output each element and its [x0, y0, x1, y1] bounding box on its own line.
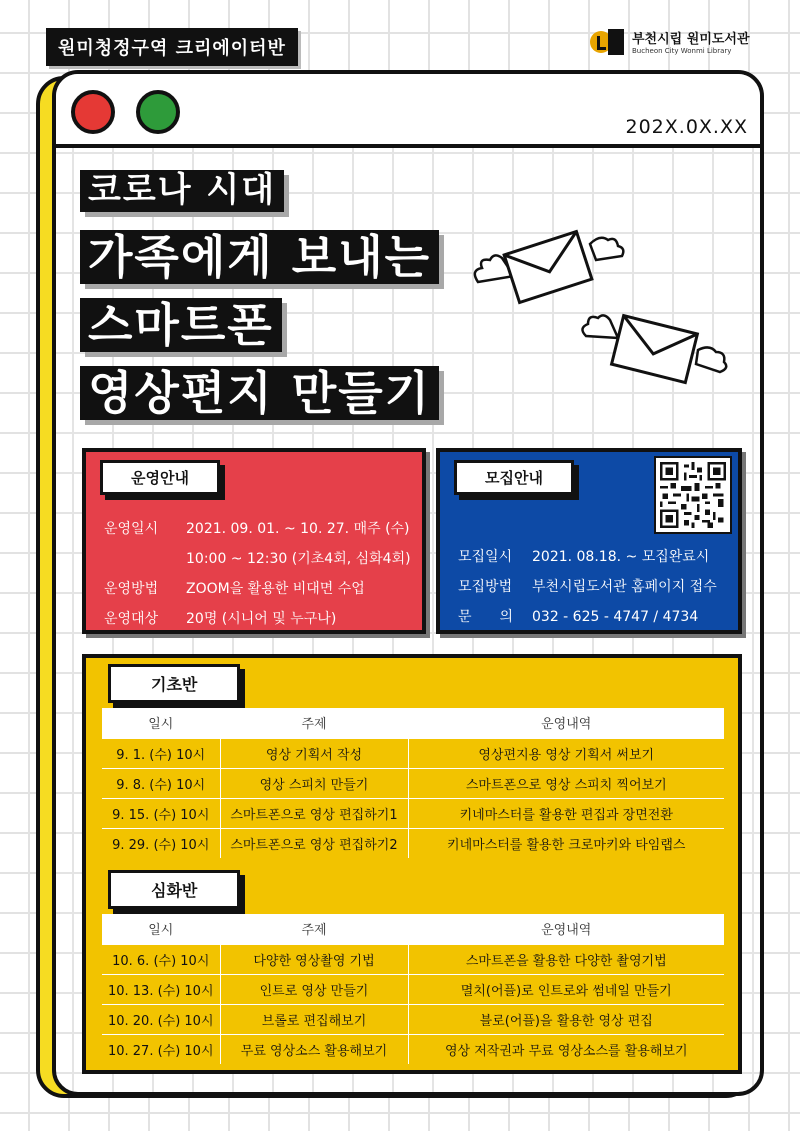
winged-envelope-icon	[574, 306, 734, 396]
info-row: 10:00 ~ 12:30 (기초4회, 심화4회)	[186, 551, 411, 567]
close-dot-icon	[71, 90, 115, 134]
browser-window	[52, 70, 764, 1096]
title-line-1: 코로나 시대	[80, 170, 284, 212]
recruit-panel	[436, 448, 742, 634]
info-row: 운영대상 20명 (시니어 및 누구나)	[104, 611, 337, 627]
advanced-class-tag: 심화반	[108, 870, 240, 909]
program-tag: 원미청정구역 크리에이터반	[46, 28, 298, 66]
operation-tag: 운영안내	[100, 460, 220, 495]
table-header: 일시 주제 운영내역	[102, 914, 724, 944]
table-row: 10. 20. (수) 10시 브롤로 편집해보기 블로(어플)을 활용한 영상 편집	[102, 1004, 724, 1034]
info-row: 운영방법 ZOOM을 활용한 비대면 수업	[104, 581, 365, 597]
table-row: 9. 15. (수) 10시 스마트폰으로 영상 편집하기1 키네마스터를 활용한 편집과 장면전환	[102, 798, 724, 828]
table-row: 9. 8. (수) 10시 영상 스피치 만들기 스마트폰으로 영상 스피치 찍어보기	[102, 768, 724, 798]
qr-code-icon[interactable]	[654, 456, 732, 534]
table-row: 9. 1. (수) 10시 영상 기획서 작성 영상편지용 영상 기획서 써보기	[102, 738, 724, 768]
info-row: 모집일시 2021. 08.18. ~ 모집완료시	[458, 549, 710, 565]
advanced-schedule-table	[102, 914, 724, 1064]
table-row: 9. 29. (수) 10시 스마트폰으로 영상 편집하기2 키네마스터를 활용한 크로마키와 타임랩스	[102, 828, 724, 858]
table-row: 10. 13. (수) 10시 인트로 영상 만들기 멸치(어플)로 인트로와 썸네일 만들기	[102, 974, 724, 1004]
title-line-3: 스마트폰	[80, 298, 282, 352]
title-line-2: 가족에게 보내는	[80, 230, 439, 284]
winged-envelope-icon	[468, 222, 628, 312]
info-row: 운영일시 2021. 09. 01. ~ 10. 27. 매주 (수)	[104, 521, 410, 537]
title-line-4: 영상편지 만들기	[80, 366, 439, 420]
basic-schedule-table	[102, 708, 724, 858]
library-logo-icon	[590, 29, 624, 55]
info-row: 모집방법 부천시립도서관 홈페이지 접수	[458, 579, 717, 595]
info-row: 문 의 032 - 625 - 4747 / 4734	[458, 609, 699, 625]
date-label: 202X.0X.XX	[625, 116, 748, 138]
maximize-dot-icon	[136, 90, 180, 134]
recruit-tag: 모집안내	[454, 460, 574, 495]
library-name-en: Bucheon City Wonmi Library	[632, 47, 732, 55]
window-titlebar	[56, 74, 760, 148]
schedule-panel	[82, 654, 742, 1074]
operation-panel	[82, 448, 426, 634]
table-header: 일시 주제 운영내역	[102, 708, 724, 738]
table-row: 10. 6. (수) 10시 다양한 영상촬영 기법 스마트폰을 활용한 다양한 촬영기법	[102, 944, 724, 974]
basic-class-tag: 기초반	[108, 664, 240, 703]
library-name-ko: 부천시립 원미도서관	[632, 32, 750, 47]
library-logo	[590, 28, 750, 55]
table-row: 10. 27. (수) 10시 무료 영상소스 활용해보기 영상 저작권과 무료 영상소스를 활용해보기	[102, 1034, 724, 1064]
